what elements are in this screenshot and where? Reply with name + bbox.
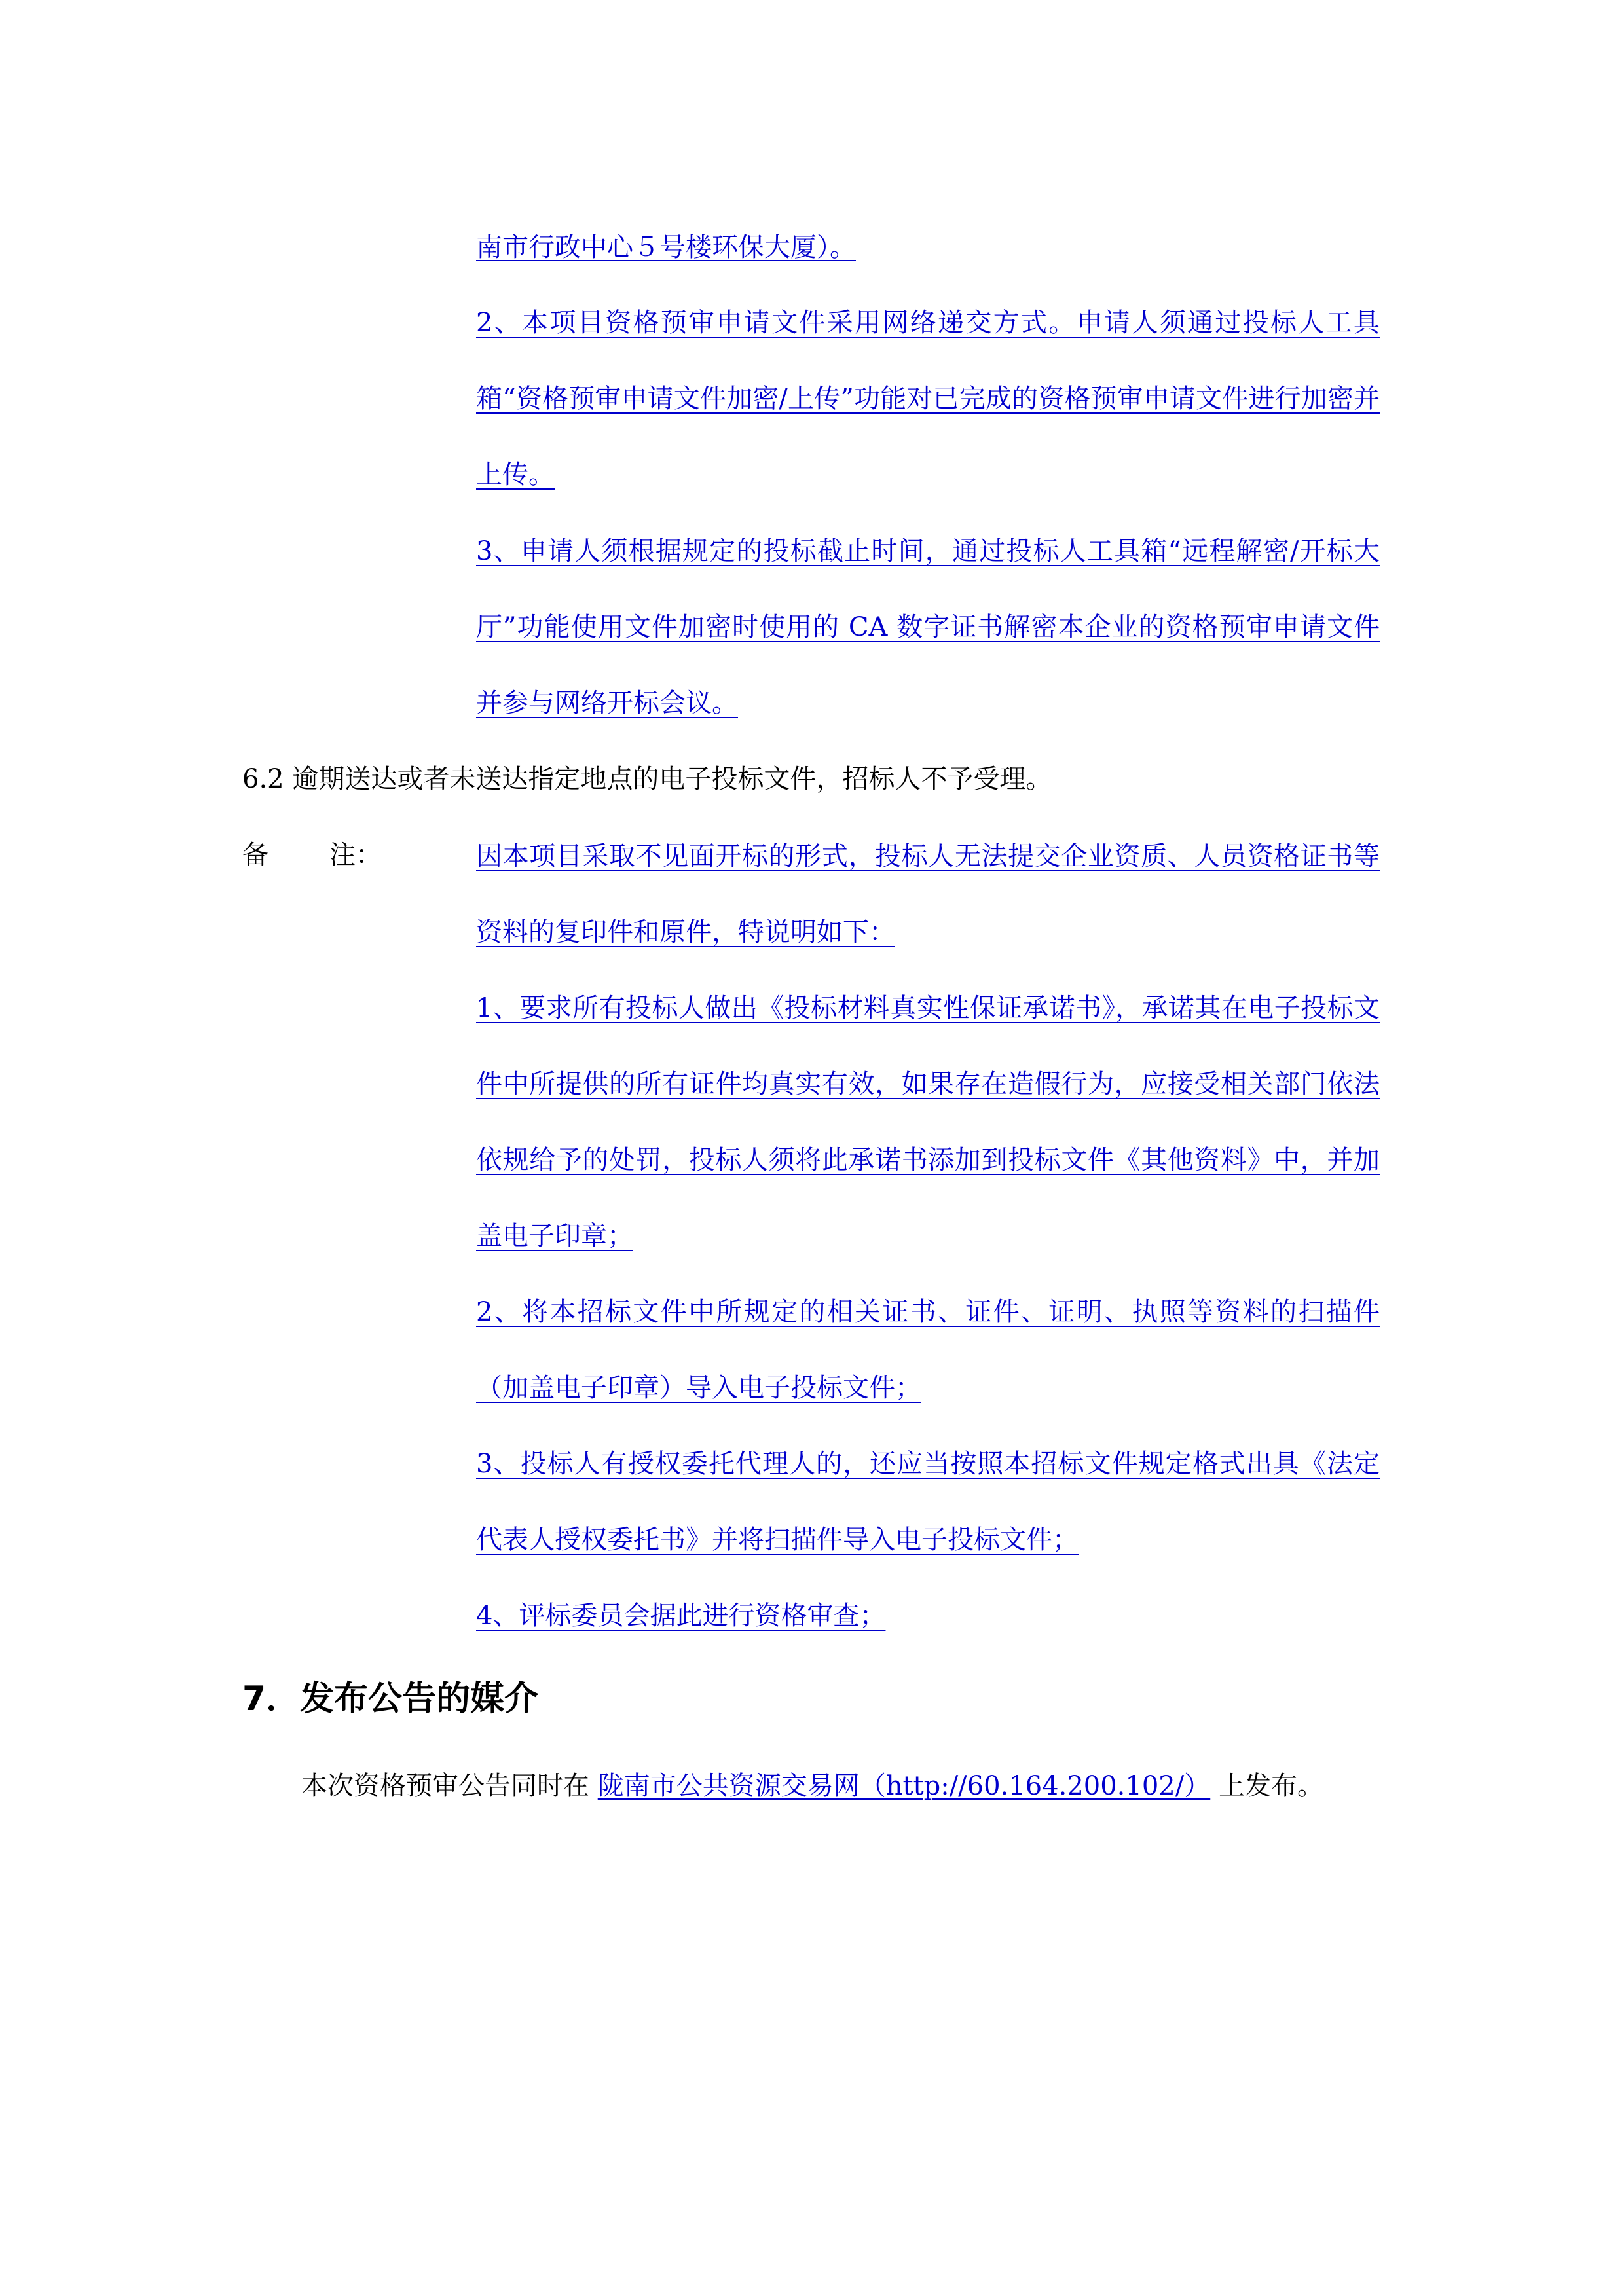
submission-item-2: 2、本项目资格预审申请文件采用网络递交方式。申请人须通过投标人工具箱“资格预审申请文件加密/上传”功能对已完成的资格预审申请文件进行加密并上传。 xyxy=(476,308,1380,490)
address-continuation: 南市行政中心５号楼环保大厦）。 xyxy=(476,232,856,263)
body-text-before: 本次资格预审公告同时在 xyxy=(301,1771,589,1801)
remark-intro: 因本项目采取不见面开标的形式，投标人无法提交企业资质、人员资格证书等资料的复印件和原件，特说明如下： xyxy=(476,841,1380,947)
remark-item-3: 3、投标人有授权委托代理人的，还应当按照本招标文件规定格式出具《法定代表人授权委托书》并将扫描件导入电子投标文件； xyxy=(476,1449,1380,1555)
remark-label-2: 注： xyxy=(329,840,382,870)
submission-item-3: 3、申请人须根据规定的投标截止时间，通过投标人工具箱“远程解密/开标大厅”功能使用文件加密时使用的 CA 数字证书解密本企业的资格预审申请文件并参与网络开标会议。 xyxy=(476,536,1380,718)
clause-6-2: 6.2 逾期送达或者未送达指定地点的电子投标文件，招标人不予受理。 xyxy=(242,764,1052,794)
trading-website-link[interactable]: 陇南市公共资源交易网（http://60.164.200.102/） xyxy=(597,1771,1211,1801)
remark-item-4: 4、评标委员会据此进行资格审查； xyxy=(476,1601,886,1631)
remark-label-1: 备 xyxy=(242,840,268,870)
section-7-body xyxy=(242,1748,1380,1824)
section-7-heading: 7．发布公告的媒介 xyxy=(242,1679,539,1719)
body-text-after: 上发布。 xyxy=(1218,1771,1323,1801)
remark-item-2: 2、将本招标文件中所规定的相关证书、证件、证明、执照等资料的扫描件（加盖电子印章）导入电子投标文件； xyxy=(476,1297,1380,1403)
remark-item-1: 1、要求所有投标人做出《投标材料真实性保证承诺书》，承诺其在电子投标文件中所提供的所有证件均真实有效，如果存在造假行为，应接受相关部门依法依规给予的处罚，投标人须将此承诺书添加到投标文件《其他资料》中，并加盖电子印章； xyxy=(476,993,1380,1251)
